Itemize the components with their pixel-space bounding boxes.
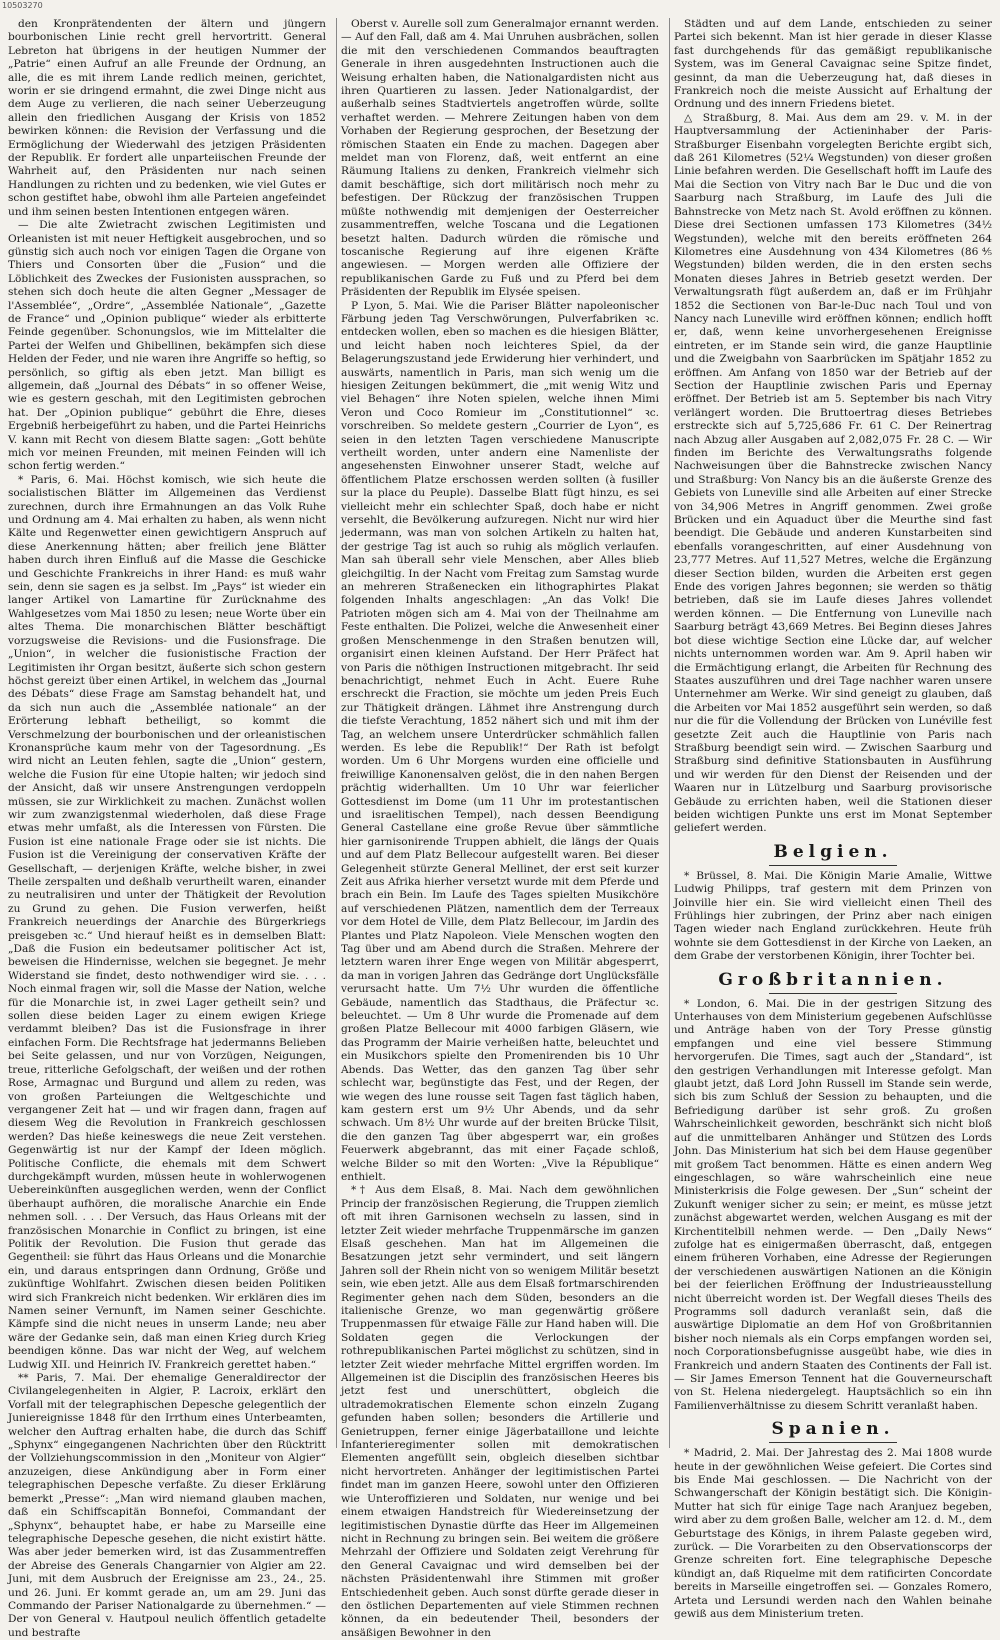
article-paragraph: △ Straßburg, 8. Mai. Aus dem am 29. v. M. in der Hauptversammlung der Actieninhaber der Paris-Straßburger Eisenbahn vorgelegten Berichte ergibt sich, daß 261 Kilometres (52¼ Wegstunden) von dieser großen Linie befahren werden. Die Gesellschaft hofft im Laufe des Mai die Section von Vitry nach Bar le Duc und die von Saarburg nach Straßburg, im Laufe des Juli die Bahnstrecke von Metz nach St. Avold eröffnen zu können. Diese drei Sectionen umfassen 173 Kilometres (34½ Wegstunden), welche mit den bereits eröffneten 264 Kilometres eine Ausdehnung von 434 Kilometres (86⅘ Wegstunden) bilden werden, die in den ersten sechs Monaten dieses Jahres in Betrieb gesetzt werden. Der Verwaltungsrath fügt außerdem an, daß er im Frühjahr 1852 die Sectionen von Bar-le-Duc nach Toul und von Nancy nach Luneville wird eröffnen können; endlich hofft er, daß, wenn keine unvorhergesehenen Ereignisse eintreten, er im Stande sein wird, die ganze Hauptlinie und die Zweigbahn von Saarbrücken im Spätjahr 1852 zu eröffnen. Am Anfang von 1850 war der Betrieb auf der Section der Hauptlinie zwischen Paris und Epernay eröffnet. Der Betrieb ist am 5. September bis nach Vitry verlängert worden. Die Bruttoertrag dieses Betriebes erstreckte sich auf 5,725,686 Fr. 61 C. Der Reinertrag nach Abzug aller Ausgaben auf 2,082,075 Fr. 28 C. — Wir finden im Berichte des Verwaltungsraths folgende Nachweisungen über die Bahnstrecke zwischen Nancy und Straßburg: Von Nancy bis an die äußerste Grenze des Gebiets von Luneville sind alle Arbeiten auf einer Strecke von 34,906 Metres in Angriff genommen. Zwei große Brücken und ein Aquaduct über die Meurthe sind fast beendigt. Die Gebäude und anderen Kunstarbeiten sind ebenfalls vorangeschritten, auf einer Ausdehnung von 23,777 Metres. Auf 11,527 Metres, welche die Ergänzung dieser Section bilden, wurden die Arbeiten erst gegen Ende des vorigen Jahres begonnen; sie werden so thätig betrieben, daß sie im Laufe dieses Jahres vollendet werden können. — Die Entfernung von Luneville nach Saarburg beträgt 43,669 Metres. Bei Beginn dieses Jahres bot diese wichtige Section eine Lücke dar, auf welcher nichts unternommen worden war. Am 9. April haben wir die Ermächtigung erlangt, die Arbeiten für Rechnung des Staates auszuführen und drei Tage nachher waren unsere Unternehmer am Werke. Wir sind geneigt zu glauben, daß die Arbeiten vor Mai 1852 ausgeführt sein werden, so daß nur die für die Vollendung der Brücken von Lunéville fest gesetzte Zeit auch die Hauptlinie von Paris nach Straßburg beendigt sein wird. — Zwischen Saarburg und Straßburg sind definitive Stationsbauten in Ausführung und wir werden für den Dienst der Reisenden und der Waaren nur in Lützelburg und Saarburg provisorische Gebäude zu errichten haben, weil die Stationen dieser beiden wichtigen Punkte uns erst im Monat September geliefert werden.	[674, 111, 992, 835]
article-paragraph: *† Aus dem Elsaß, 8. Mai. Nach dem gewöhnlichen Princip der französischen Regierung, die Truppen ziemlich oft mit ihren Garnisonen wechseln zu lassen, sind in letzter Zeit wieder mehrfache Truppenmärsche im ganzen Elsaß geschehen. Man hat im Allgemeinen die Besatzungen jetzt sehr vermindert, und seit längern Jahren soll der Rhein nicht von so wenigem Militär besetzt sein, wie eben jetzt. Alle aus dem Elsaß fortmarschirenden Regimenter gehen nach dem Süden, besonders an die italienische Grenze, wo man gegenwärtig größere Truppenmassen für etwaige Fälle zur Hand haben will. Die Soldaten gegen die Verlockungen der rothrepublikanischen Partei möglichst zu schützen, sind in letzter Zeit wieder mehrfache Mittel ergriffen worden. Im Allgemeinen ist die Disciplin des französischen Heeres bis jetzt fest und unerschüttert, obgleich die ultrademokratischen Elemente schon einzeln Zugang gefunden haben sollen; besonders die Artillerie und Genietruppen, ferner einige Jägerbataillone und leichte Infanterieregimenter sollen mit demokratischen Elementen angefüllt sein, obgleich dieselben sichtbar nicht hervortreten. Anhänger der legitimistischen Partei findet man im ganzen Heere, sowohl unter den Offizieren wie Unteroffizieren und Soldaten, nur wenige und bei einem etwaigen Handstreich für Wiedereinsetzung der legitimistischen Dynastie dürfte das Heer im Allgemeinen nicht in Rechnung zu bringen sein. Bei weitem die größere Mehrzahl der Offiziere und Soldaten zeigt Verehrung für den General Cavaignac und wird demselben bei der nächsten Präsidentenwahl ihre Stimmen mit großer Entschiedenheit geben. Auch sonst dürfte gerade dieser in den östlichen Departementen auf viele Stimmen rechnen können, da ein bedeutender Theil, besonders der ansäßigen Bewohner in den	[341, 1184, 659, 1639]
column-3	[669, 18, 996, 1621]
article-paragraph: ** Paris, 7. Mai. Der ehemalige Generaldirector der Civilangelegenheiten in Algier, P. Lacroix, erklärt den Vorfall mit der telegraphischen Depesche gelegentlich der Juniereignisse 1848 für den Irrthum eines Unterbeamten, welcher den Auftrag erhalten habe, die durch das Schiff „Sphynx“ eingegangenen Nachrichten über den Rücktritt der Vollziehungscommission in den „Moniteur von Algier“ anzuzeigen, diese Ankündigung aber in Form einer telegraphischen Depesche verfaßte. Zu dieser Erklärung bemerkt „Presse“: „Man wird niemand glauben machen, daß ein Schiffscapitän Bonnefoi, Commandant der „Sphynx“, behauptet habe, er habe zu Marseille eine telegraphische Depesche gesehen, die nicht existirt hätte. Was aber jeder bemerken wird, ist das Zusammentreffen der Abreise des Generals Changarnier von Algier am 22. Juni, mit dem Ausbruch der Ereignisse am 23., 24., 25. und 26. Juni. Er kommt gerade an, um am 29. Juni das Commando der Pariser Nationalgarde zu übernehmen.“ — Der von General v. Hautpoul neulich öffentlich getadelte und bestrafte	[8, 1372, 326, 1639]
section-rule	[769, 1442, 896, 1443]
section-rule	[769, 993, 896, 994]
columns-container	[4, 18, 996, 1639]
article-paragraph: * London, 6. Mai. Die in der gestrigen Sitzung des Unterhauses von dem Ministerium gegebenen Aufschlüsse und Anträge haben von der Tory Presse günstig empfangen und eine viel bessere Stimmung hervorgerufen. Die Times, sagt auch der „Standard“, ist den gestrigen Verhandlungen mit Interesse gefolgt. Man glaubt jetzt, daß Lord John Russell im Stande sein werde, sich bis zum Schluß der Session zu behaupten, und die Befriedigung darüber ist sehr groß. Zu großen Wahrscheinlichkeit geworden, beschränkt sich nicht bloß auf die unmittelbaren Anhänger und Stützen des Lords John. Das Ministerium hat sich bei dem Hause gegenüber mit großem Tact benommen. Hätte es einen andern Weg eingeschlagen, so wäre wahrscheinlich eine neue Ministerkrisis die Folge gewesen. Der „Sun“ scheint der Zukunft weniger sicher zu sein; er meint, es müsse jetzt zunächst abgewartet werden, welchen Ausgang es mit der Kirchentitelbill nehmen werde. — Den „Daily News“ zufolge hat es einigermaßen überrascht, daß, entgegen einem früheren Vorhaben, eine Adresse der Regierungen der verschiedenen auswärtigen Nationen an die Königin bei der feierlichen Eröffnung der Industrieausstellung nicht überreicht worden ist. Der Wegfall dieses Theils des Programms soll dadurch veranlaßt sein, daß die auswärtige Diplomatie an dem Hof von Großbritannien bisher noch niemals als ein Corps empfangen worden sei, noch Corporationsbefugnisse ausgeübt habe, wie dies in Frankreich und andern Staaten des Continents der Fall ist. — Sir James Emerson Tennent hat die Gouverneurschaft von St. Helena niedergelegt. Hauptsächlich so ein ihn Familienverhältnisse zu diesem Schritt veranlaßt haben.	[674, 997, 992, 1412]
section-heading-spain: Spanien.	[771, 1419, 895, 1440]
section-rule	[769, 865, 896, 866]
article-paragraph: P Lyon, 5. Mai. Wie die Pariser Blätter napoleonischer Färbung jeden Tag Verschwörungen, Pulverfabriken ꝛc. entdecken wollen, eben so machen es die hiesigen Blätter, und leicht haben noch leichteres Spiel, da der Belagerungszustand jede Erwiderung hier verhindert, und auswärts, namentlich in Paris, man sich wenig um die hiesigen Zeitungen bekümmert, die „mit wenig Witz und viel Behagen“ ihre Noten spielen, welche ihnen Mimi Veron und Coco Romieur im „Constitutionnel“ ꝛc. vorschreiben. So meldete gestern „Courrier de Lyon“, es seien in den letzten Tagen verschiedene Manuscripte vertheilt worden, unter andern eine Namenliste der angesehensten Einwohner unserer Stadt, welche auf öffentlichem Platze erschossen werden sollten (à fusiller sur la place du Peuple). Dasselbe Blatt fügt hinzu, es sei vielleicht mehr ein schlechter Spaß, doch habe er nicht versehlt, die Bevölkerung aufzuregen. Nicht nur wird hier jedermann, was man von solchen Artikeln zu halten hat, der gestrige Tag ist auch so ruhig als möglich verlaufen. Man sah überall sehr viele Menschen, aber Alles blieb gleichgiltig. In der Nacht vom Freitag zum Samstag wurde an mehreren Straßenecken ein lithographirtes Plakat folgenden Inhalts angeschlagen: „An das Volk! Die Patrioten mögen sich am 4. Mai von der Theilnahme am Feste enthalten. Die Polizei, welche die Anwesenheit einer großen Menschenmenge in den Straßen benutzen will, organisirt einen kleinen Aufstand. Der Herr Präfect hat von Paris die nöthigen Instructionen mitgebracht. Ihr seid benachrichtigt, nehmet Euch in Acht. Euere Ruhe erschreckt die Fraction, sie möchte um jeden Preis Euch zur Thätigkeit drängen. Lähmet ihre Anstrengung durch die tiefste Verachtung, 1852 nähert sich und mit ihm der Tag, an welchem unsere Unterdrücker schmählich fallen werden. Es lebe die Republik!“ Der Rath ist befolgt worden. Um 6 Uhr Morgens wurden eine officielle und freiwillige Kanonensalven gelöst, die in den nahen Bergen prächtig widerhallten. Um 10 Uhr war feierlicher Gottesdienst im Dome (um 11 Uhr im protestantischen und israelitischen Tempel), nach dessen Beendigung General Castellane eine große Revue über sämmtliche hier garnisonirende Truppen abhielt, die längs der Quais und auf dem Platz Bellecour aufgestellt waren. Bei dieser Gelegenheit stürzte General Mellinet, der erst seit kurzer Zeit aus Afrika hierher versetzt wurde mit dem Pferde und brach ein Bein. Im Laufe des Tages spielten Musikchöre auf verschiedenen Plätzen, namentlich dem der Terreaux vor dem Hotel de Ville, dem Platz Bellecour, im Jardin des Plantes und Platz Napoleon. Viele Menschen wogten den Tag über und am Abend durch die Straßen. Mehrere der letztern waren ihrer Enge wegen von Militär abgesperrt, da man in vorigen Jahren das Gedränge dort Unglücksfälle verursacht hatte. Um 7½ Uhr wurden die öffentliche Gebäude, namentlich das Stadthaus, die Präfectur ꝛc. beleuchtet. — Um 8 Uhr wurde die Promenade auf dem großen Platze Bellecour mit 4000 farbigen Gläsern, wie das Programm der Mairie verheißen hatte, beleuchtet und ein Musikchors spielte den Promenirenden bis 10 Uhr Abends. Das Wetter, das den ganzen Tag über sehr schlecht war, begünstigte das Fest, und der Regen, der wie wegen des lune rousse seit Tagen fast täglich haben, kam gestern erst um 9½ Uhr Abends, und da sehr schwach. Um 8½ Uhr wurde auf der breiten Brücke Tilsit, die den ganzen Tag über abgesperrt war, ein großes Feuerwerk abgebrannt, das mit einer Façade schloß, welche Bilder so mit den Worten: „Vive la République“ enthielt.	[341, 299, 659, 1183]
section-heading-britain: Großbritannien.	[718, 969, 948, 990]
section-heading-belgium: Belgien.	[773, 841, 893, 862]
scan-page-id: 10503270	[2, 1, 43, 10]
article-paragraph: Oberst v. Aurelle soll zum Generalmajor ernannt werden. — Auf den Fall, daß am 4. Mai Unruhen ausbrächen, sollen die mit den verschiedenen Commandos beauftragten Generale in ihren ausgedehnten Instructionen auch die Weisung erhalten haben, die Nationalgardisten nicht aus ihren Quartieren zu lassen. Jeder Nationalgardist, der außerhalb seines Stadtviertels angetroffen würde, sollte verhaftet werden. — Mehrere Zeitungen haben von dem Vorhaben der Regierung gesprochen, der Besetzung der römischen Staaten ein Ende zu machen. Dagegen aber meldet man von Florenz, daß, weit entfernt an eine Räumung Italiens zu denken, Frankreich vielmehr sich damit beschäftige, sich dort militärisch noch mehr zu befestigen. Der Rückzug der französischen Truppen müßte nothwendig mit demjenigen der Oesterreicher zusammentreffen, welche Toscana und die Legationen besetzt halten. Dadurch würden die römische und toscanische Regierung auf ihre eigenen Kräfte angewiesen. — Morgen werden alle Offiziere der republikanischen Garde zu Fuß und zu Pferd bei dem Präsidenten der Republik im Elysée speisen.	[341, 18, 660, 299]
article-paragraph: * Brüssel, 8. Mai. Die Königin Marie Amalie, Wittwe Ludwig Philipps, traf gestern mit dem Prinzen von Joinville hier ein. Sie wird vielleicht einen Theil des Frühlings hier zubringen, der Prinz aber nach einigen Tagen wieder nach England zurückkehren. Heute früh wohnte sie dem Gottesdienst in der Kirche von Laeken, an dem Grabe der verstorbenen Königin, ihrer Tochter bei.	[674, 869, 992, 963]
article-paragraph: * Madrid, 2. Mai. Der Jahrestag des 2. Mai 1808 wurde heute in der gewöhnlichen Weise gefeiert. Die Cortes sind bis Ende Mai geschlossen. — Die Nachricht von der Schwangerschaft der Königin bestätigt sich. Die Königin-Mutter hat sich für einige Tage nach Aranjuez begeben, wird aber zu dem großen Balle, welcher am 12. d. M., dem Geburtstage des Königs, in ihrem Palaste gegeben wird, zurück. — Die Vorarbeiten zu den Observationscorps der Grenze schreiten fort. Eine telegraphische Depesche kündigt an, daß Riquelme mit dem ratificirten Concordate bereits in Marseille eingetroffen sei. — Gonzales Romero, Arteta und Lersundi werden nach den Wahlen beinahe gewiß aus dem Ministerium treten.	[674, 1447, 992, 1621]
article-paragraph: Städten und auf dem Lande, entschieden zu seiner Partei sich bekennt. Man ist hier gerade in dieser Klasse fast durchgehends für das gemäßigt republikanische System, was im General Cavaignac seine Spitze findet, gesinnt, da man die Ueberzeugung hat, daß dieses in Frankreich noch die meiste Aussicht auf Erhaltung der Ordnung und des innern Friedens bietet.	[674, 18, 992, 111]
column-1	[4, 18, 330, 1639]
article-paragraph: * Paris, 6. Mai. Höchst komisch, wie sich heute die socialistischen Blätter im Allgemeinen das Verdienst zurechnen, durch ihre Ermahnungen an das Volk Ruhe und Ordnung am 4. Mai erhalten zu haben, als wenn nicht Kälte und Regenwetter einen gewichtigern Anspruch auf diese Anerkennung hätten; aber freilich jene Blätter haben durch ihren Einfluß auf die Masse die Geschicke und Geschichte Frankreichs in ihrer Hand: es muß wahr sein, denn sie sagen es ja selbst. Im „Pays“ ist wieder ein langer Artikel von Lamartine für Zurücknahme des Wahlgesetzes vom Mai 1850 zu lesen; neue Worte über ein altes Thema. Die monarchischen Blätter beschäftigt vorzugsweise die Revisions- und die Fusionsfrage. Die „Union“, in welcher die fusionistische Fraction der Legitimisten ihr Organ besitzt, äußerte sich schon gestern höchst gereizt über einen Artikel, in welchem das „Journal des Débats“ diese Frage am Samstag behandelt hat, und da sich nun auch die „Assemblée nationale“ an der Erörterung lebhaft betheiligt, so kommt die Verschmelzung der bourbonischen und der orleanistischen Kronansprüche kaum mehr von der Tagesordnung. „Es wird nicht an Leuten fehlen, sagte die „Union“ gestern, welche die Fusion für eine Utopie halten; wir jedoch sind der Ansicht, daß wir unsere Anstrengungen verdoppeln müssen, sie zur Wirklichkeit zu machen. Zunächst wollen wir zum zwanzigstenmal wiederholen, daß diese Frage etwas mehr umfaßt, als die Interessen von Fürsten. Die Fusion ist eine nationale Frage oder sie ist nichts. Die Fusion ist die Vereinigung der conservativen Kräfte der Gesellschaft, — derjenigen Kräfte, welche bisher, in zwei Theile zerspalten und deßhalb verurtheilt waren, einander zu neutralisiren und unter der Thätigkeit der Revolution zu Grund zu gehen. Die Fusion verwerfen, heißt Frankreich neuerdings der Anarchie des Bürgerkriegs preisgeben ꝛc.“ Und hierauf heißt es in demselben Blatt: „Daß die Fusion ein bedeutsamer politischer Act ist, beweisen die Hindernisse, welchen sie begegnet. Je mehr Widerstand sie findet, desto nothwendiger wird sie. . . . Noch einmal fragen wir, soll die Masse der Nation, welche für die Monarchie ist, in zwei Lager getheilt sein? und sollen diese beiden Lager zu einem ewigen Kriege verdammt bleiben? Das ist die Fusionsfrage in ihrer einfachen Form. Die Rechtsfrage hat jedermanns Belieben bei Seite gelassen, und nur von Vorzügen, Neigungen, treue, ritterliche Gefolgschaft, der weißen und der rothen Rose, Armagnac und Burgund und allem zu reden, was von großen Parteiungen die Weltgeschichte und vergangener Zeit hat — und wir fragen dann, fragen auf diesem Weg die Revolution in Frankreich geschlossen werden? Das hieße keineswegs die neue Zeit verstehen. Gegenwärtig ist nur der Kampf der Ideen möglich. Politische Conflicte, die ehemals mit dem Schwert durchgekämpft wurden, müssen heute in wohlerwogenen Uebereinkünften ausgeglichen werden, wenn der Conflict überhaupt aufhören, die moralische Anarchie ein Ende nehmen soll. . . . Der Versuch, das Haus Orleans mit der französischen Monarchie in Conflict zu bringen, ist eine Politik der Revolution. Die Fusion thut gerade das Gegentheil: sie führt das Haus Orleans und die Monarchie ein, und daraus entspringen dann Ordnung, Größe und zukünftige Wohlfahrt. Zwischen diesen beiden Politiken wird sich Frankreich nicht bedenken. Wir erklären dies im Namen seiner Vernunft, im Namen seiner Geschichte. Kämpfe sind die nicht neues in unserm Lande; neu aber wäre der Gedanke sein, daß man einen Krieg durch Krieg beendigen könne. Das war nicht der Weg, auf welchem Ludwig XII. und Heinrich IV. Frankreich gerettet haben.“	[8, 473, 326, 1371]
column-2	[336, 18, 663, 1639]
article-paragraph: — Die alte Zwietracht zwischen Legitimisten und Orleanisten ist mit neuer Heftigkeit ausgebrochen, und so günstig sich auch noch vor einigen Tagen die Organe von Thiers und Consorten über die „Fusion“ und die Löblichkeit des Zweckes der Fusionisten aussprachen, so stehen sich doch heute die alten Gegner „Messager de l'Assemblée“, „Ordre“, „Assemblée Nationale“, „Gazette de France“ und „Opinion publique“ wieder als erbitterte Feinde gegenüber. Schonungslos, wie im Mittelalter die Partei der Welfen und Ghibellinen, bekämpfen sich diese Helden der Feder, und nie waren ihre Angriffe so heftig, so persönlich, so giftig als eben jetzt. Man billigt es allgemein, daß „Journal des Débats“ in so offener Weise, wie es gestern geschah, mit den Legitimisten gebrochen hat. Der „Opinion publique“ gebührt die Ehre, dieses Ergebniß herbeigeführt zu haben, und die Partei Heinrichs V. kann mit Recht von diesem Blatte sagen: „Gott behüte mich vor meinen Freunden, mit meinen Feinden will ich schon fertig werden.“	[8, 219, 326, 473]
article-paragraph: den Kronprätendenten der ältern und jüngern bourbonischen Linie recht grell hervortritt. General Lebreton hat übrigens in der heutigen Nummer der „Patrie“ einen Aufruf an alle Freunde der Ordnung, an alle, die es mit ihrem Lande redlich meinen, gerichtet, worin er sie dringend ermahnt, die zwei Dinge nicht aus dem Auge zu verlieren, die nach seiner Ueberzeugung allein den friedlichen Ausgang der Krisis von 1852 bewirken können: die Revision der Verfassung und die Ermöglichung der Wiederwahl des jetzigen Präsidenten der Republik. Er fordert alle unparteiischen Freunde der Wahrheit auf, den Präsidenten nur nach seinen Handlungen zu richten und zu bedenken, wie viel Gutes er schon gestiftet habe, obwohl ihm alle Parteien angefeindet und ihm seinen besten Intentionen entgegen wären.	[8, 18, 326, 218]
